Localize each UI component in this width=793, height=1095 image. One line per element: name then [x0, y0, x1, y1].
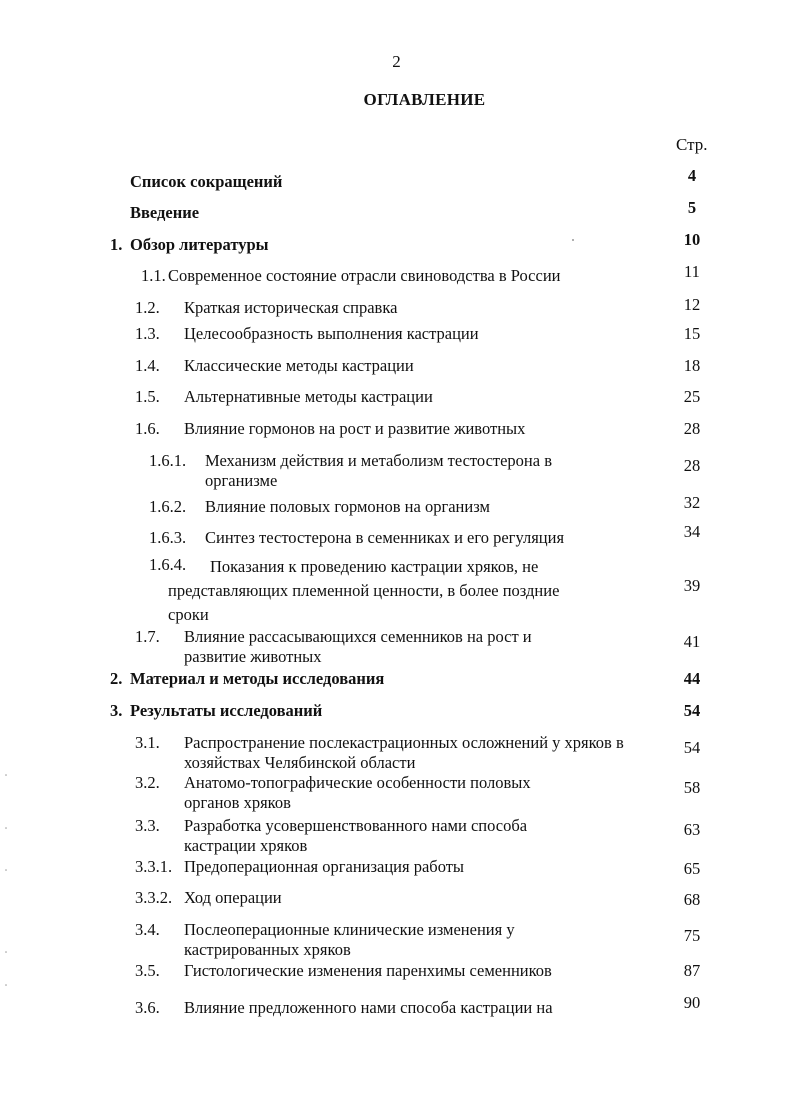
- toc-title: ОГЛАВЛЕНИЕ: [363, 90, 486, 109]
- entry-text: Анатомо-топографические особенности половых органов хряков: [184, 773, 531, 812]
- entry-number: 3.4.: [135, 920, 160, 939]
- entry-text: Влияние предложенного нами способа кастрации на: [184, 998, 553, 1017]
- entry-text: Гистологические изменения паренхимы семенников: [184, 961, 552, 980]
- page-column-header: Стр.: [676, 135, 708, 154]
- entry-page: 28: [683, 419, 701, 438]
- entry-text: Распространение послекастрационных осложнений у хряков в хозяйствах Челябинской области: [184, 733, 624, 772]
- entry-number: 1.7.: [135, 627, 160, 646]
- entry-page: 54: [683, 701, 701, 720]
- entry-page: 44: [683, 669, 701, 688]
- entry-number: 1.6.2.: [149, 497, 187, 516]
- entry-page: 5: [687, 198, 697, 217]
- entry-text: Краткая историческая справка: [184, 298, 398, 317]
- entry-page: 39: [683, 576, 701, 595]
- entry-number: 1.6.3.: [149, 528, 187, 547]
- entry-page: 10: [683, 230, 701, 249]
- entry-page: 34: [683, 522, 701, 541]
- entry-page: 58: [683, 778, 701, 797]
- entry-text: Послеоперационные клинические изменения у кастрированных хряков: [184, 920, 515, 959]
- entry-page: 15: [683, 324, 701, 343]
- entry-number: 3.6.: [135, 998, 160, 1017]
- entry-text: Материал и методы исследования: [130, 669, 385, 688]
- entry-text: Ход операции: [184, 888, 282, 907]
- entry-page: 87: [683, 961, 701, 980]
- entry-text: Показания к проведению кастрации хряков, не представляющих племенной ценности, в более поздние сроки: [168, 557, 560, 624]
- entry-page: 28: [683, 456, 701, 475]
- entry-text: Список сокращений: [130, 172, 283, 191]
- entry-number: 1.6.4.: [149, 555, 187, 574]
- entry-text: Влияние рассасывающихся семенников на рост и развитие животных: [184, 627, 532, 666]
- entry-page: 63: [683, 820, 701, 839]
- entry-text: Результаты исследований: [130, 701, 323, 720]
- entry-text: Классические методы кастрации: [184, 356, 414, 375]
- entry-number: 1.: [110, 235, 123, 254]
- entry-page: 11: [684, 262, 700, 281]
- entry-text: Механизм действия и метаболизм тестостерона в организме: [205, 451, 552, 490]
- entry-number: 3.: [110, 701, 123, 720]
- entry-number: 1.1.: [141, 266, 166, 285]
- entry-number: 3.5.: [135, 961, 160, 980]
- entry-number: 1.5.: [135, 387, 160, 406]
- entry-text: Предоперационная организация работы: [184, 857, 465, 876]
- entry-page: 4: [687, 166, 697, 185]
- page-number: 2: [392, 52, 401, 71]
- entry-text: Современное состояние отрасли свиноводства в России: [168, 266, 561, 285]
- entry-page: 68: [683, 890, 701, 909]
- entry-page: 25: [683, 387, 701, 406]
- entry-text: Альтернативные методы кастрации: [184, 387, 433, 406]
- entry-number: 1.6.: [135, 419, 160, 438]
- entry-number: 1.6.1.: [149, 451, 187, 470]
- entry-number: 1.4.: [135, 356, 160, 375]
- entry-text: Введение: [130, 203, 200, 222]
- entry-page: 54: [683, 738, 701, 757]
- entry-page: 12: [683, 295, 701, 314]
- entry-number: 1.3.: [135, 324, 160, 343]
- entry-text: Влияние гормонов на рост и развитие животных: [184, 419, 526, 438]
- entry-page: 75: [683, 926, 701, 945]
- entry-page: 18: [683, 356, 701, 375]
- entry-number: 3.1.: [135, 733, 160, 752]
- entry-page: 90: [683, 993, 701, 1012]
- entry-text: Целесообразность выполнения кастрации: [184, 324, 479, 343]
- entry-number: 3.3.1.: [135, 857, 173, 876]
- entry-page: 41: [683, 632, 701, 651]
- entry-text: Влияние половых гормонов на организм: [205, 497, 490, 516]
- entry-page: 65: [683, 859, 701, 878]
- entry-number: 3.2.: [135, 773, 160, 792]
- entry-text: Разработка усовершенствованного нами способа кастрации хряков: [184, 816, 528, 855]
- entry-number: 3.3.2.: [135, 888, 173, 907]
- entry-number: 3.3.: [135, 816, 160, 835]
- entry-number: 1.2.: [135, 298, 160, 317]
- entry-page: 32: [683, 493, 701, 512]
- entry-text: Синтез тестостерона в семенниках и его регуляция: [205, 528, 565, 547]
- entry-number: 2.: [110, 669, 123, 688]
- entry-text: Обзор литературы: [130, 235, 269, 254]
